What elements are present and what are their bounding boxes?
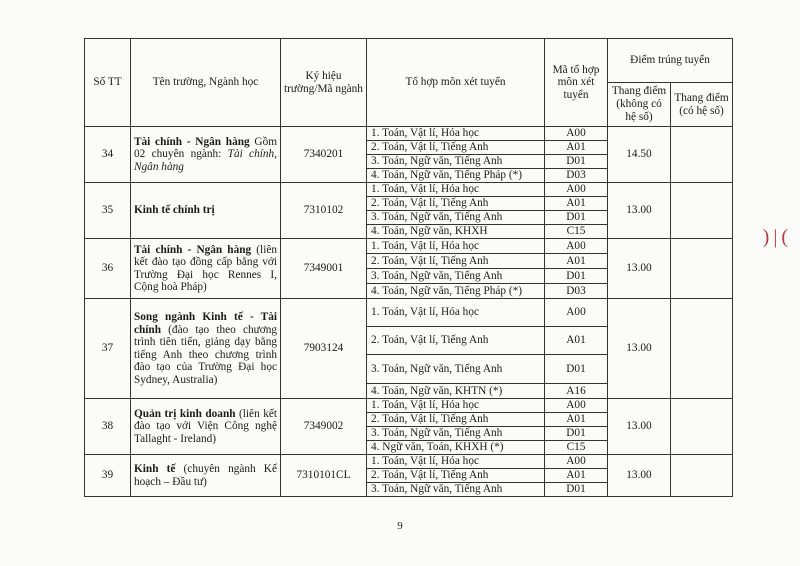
combination-code: A00 [545,455,608,469]
subject-combination: 1. Toán, Vật lí, Hóa học [367,239,545,254]
subject-combination: 3. Toán, Ngữ văn, Tiếng Anh [367,155,545,169]
major-name [131,183,281,239]
major-code: 7903124 [281,299,367,399]
admission-scores-table [84,38,733,497]
major-code: 7340201 [281,127,367,183]
major-name-bold: Kinh tế chính trị [134,204,215,217]
row-number: 36 [85,239,131,299]
admission-score: 13.00 [608,183,671,239]
admission-score: 13.00 [608,239,671,299]
page-number: 9 [397,520,403,532]
combination-code: A01 [545,141,608,155]
admission-score: 13.00 [608,299,671,399]
subject-combination: 4. Toán, Ngữ văn, Tiếng Pháp (*) [367,284,545,299]
subject-combination: 4. Toán, Ngữ văn, KHXH [367,225,545,239]
major-name-detail: (đào tạo theo chương trình tiên tiến, giảng dạy bằng tiếng Anh theo chương trình đào tạo của Trường Đại học Sydney, Australia) [134,323,277,386]
admission-score-coefficient [671,183,733,239]
row-number: 38 [85,399,131,455]
header-school-major: Tên trường, Ngành học [131,39,281,127]
subject-combination: 1. Toán, Vật lí, Hóa học [367,127,545,141]
admission-score-coefficient [671,299,733,399]
header-admission-score: Điểm trúng tuyển [608,39,733,83]
admission-score: 14.50 [608,127,671,183]
row-number: 37 [85,299,131,399]
subject-combination: 1. Toán, Vật lí, Hóa học [367,455,545,469]
admission-score: 13.00 [608,399,671,455]
table-row [85,183,733,197]
combination-code: A01 [545,413,608,427]
subject-combination: 3. Toán, Ngữ văn, Tiếng Anh [367,355,545,384]
table-body [85,127,733,497]
subject-combination: 1. Toán, Vật lí, Hóa học [367,299,545,327]
combination-code: D01 [545,355,608,384]
major-name-detail: Gồm 02 chuyên ngành: [134,135,278,161]
major-name-bold: Tài chính - Ngân hàng [134,243,252,256]
major-name-detail: (liên kết đào tạo đồng cấp bằng với Trường Đại học Rennes I, Cộng hoà Pháp) [134,243,277,293]
major-code: 7349001 [281,239,367,299]
major-name [131,455,281,497]
combination-code: A16 [545,384,608,399]
subject-combination: 3. Toán, Ngữ văn, Tiếng Anh [367,269,545,284]
major-code: 7310101CL [281,455,367,497]
subject-combination: 4. Toán, Ngữ văn, Tiếng Pháp (*) [367,169,545,183]
header-stt: Số TT [85,39,131,127]
subject-combination: 3. Toán, Ngữ văn, Tiếng Anh [367,211,545,225]
subject-combination: 4. Toán, Ngữ văn, KHTN (*) [367,384,545,399]
row-number: 34 [85,127,131,183]
major-name-bold: Kinh tế [134,463,176,475]
major-code: 7310102 [281,183,367,239]
table-row [85,299,733,327]
combination-code: A01 [545,254,608,269]
major-name-detail: (chuyên ngành Kế hoạch – Đầu tư) [134,463,277,488]
major-name-detail: (liên kết đào tạo với Viện Công nghệ Tallaght - Ireland) [134,407,278,445]
header-scale-with-coefficient: Thang điểm (có hệ số) [671,83,733,127]
admission-score-coefficient [671,399,733,455]
major-name-bold: Song ngành Kinh tế - Tài chính [134,311,277,336]
header-subject-combination: Tổ hợp môn xét tuyển [367,39,545,127]
admission-score-coefficient [671,239,733,299]
subject-combination: 4. Ngữ văn, Toán, KHXH (*) [367,441,545,455]
combination-code: A01 [545,327,608,355]
combination-code: C15 [545,225,608,239]
major-name-bold: Tài chính - Ngân hàng [134,135,250,148]
table-row [85,239,733,254]
admission-score-coefficient [671,455,733,497]
table-row [85,399,733,413]
subject-combination: 3. Toán, Ngữ văn, Tiếng Anh [367,483,545,497]
row-number: 35 [85,183,131,239]
major-code: 7349002 [281,399,367,455]
combination-code: A00 [545,239,608,254]
subject-combination: 2. Toán, Vật lí, Tiếng Anh [367,327,545,355]
table-row [85,455,733,469]
major-name [131,399,281,455]
subject-combination: 3. Toán, Ngữ văn, Tiếng Anh [367,427,545,441]
combination-code: D03 [545,169,608,183]
admission-score: 13.00 [608,455,671,497]
major-name [131,239,281,299]
edge-mark: )|( [762,226,792,248]
header-code: Ký hiệu trường/Mã ngành [281,39,367,127]
subject-combination: 2. Toán, Vật lí, Tiếng Anh [367,141,545,155]
combination-code: D03 [545,284,608,299]
subject-combination: 2. Toán, Vật lí, Tiếng Anh [367,197,545,211]
combination-code: D01 [545,211,608,225]
major-name [131,299,281,399]
combination-code: A01 [545,469,608,483]
combination-code: D01 [545,427,608,441]
major-name-bold: Quản trị kinh doanh [134,407,236,420]
subject-combination: 2. Toán, Vật lí, Tiếng Anh [367,469,545,483]
header-combination-code: Mã tổ hợp môn xét tuyển [545,39,608,127]
subject-combination: 2. Toán, Vật lí, Tiếng Anh [367,254,545,269]
table-row [85,127,733,141]
combination-code: A01 [545,197,608,211]
subject-combination: 1. Toán, Vật lí, Hóa học [367,399,545,413]
header-scale-no-coefficient: Thang điểm (không có hệ số) [608,83,671,127]
admission-score-coefficient [671,127,733,183]
combination-code: A00 [545,183,608,197]
row-number: 39 [85,455,131,497]
combination-code: A00 [545,299,608,327]
combination-code: D01 [545,155,608,169]
combination-code: D01 [545,269,608,284]
combination-code: A00 [545,399,608,413]
subject-combination: 1. Toán, Vật lí, Hóa học [367,183,545,197]
major-name-italic: Tài chính, Ngân hàng [134,148,277,173]
combination-code: D01 [545,483,608,497]
combination-code: C15 [545,441,608,455]
major-name [131,127,281,183]
combination-code: A00 [545,127,608,141]
subject-combination: 2. Toán, Vật lí, Tiếng Anh [367,413,545,427]
